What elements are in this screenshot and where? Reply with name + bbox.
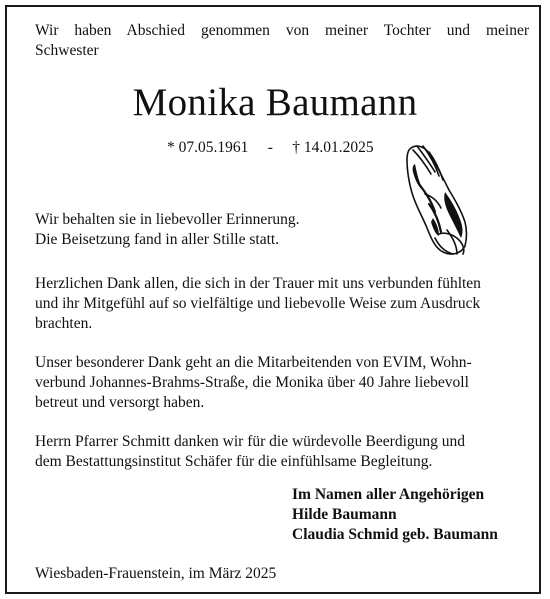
pastor-thanks-paragraph — [35, 432, 520, 472]
paragraph-line: Wir behalten sie in liebevoller Erinnerung. — [35, 211, 300, 228]
remembrance-paragraph — [35, 210, 520, 250]
special-thanks-paragraph — [35, 353, 520, 413]
paragraph-line: dem Bestattungsinstitut Schäfer für die einfühlsame Begleitung. — [35, 453, 433, 470]
birth-date: * 07.05.1961 — [167, 139, 249, 156]
place-and-date: Wiesbaden-Frauenstein, im März 2025 — [35, 565, 277, 582]
intro-line: Wir haben Abschied genommen von meiner Tochter und meiner — [35, 22, 529, 39]
life-dates — [167, 138, 374, 158]
paragraph-line: Die Beisetzung fand in aller Stille statt. — [35, 231, 280, 248]
paragraph-line: Herrn Pfarrer Schmitt danken wir für die würdevolle Beerdigung und — [35, 433, 465, 450]
intro-line: Schwester — [35, 42, 99, 59]
notice-frame — [5, 5, 541, 594]
signoff-line: Claudia Schmid geb. Baumann — [292, 526, 498, 543]
paragraph-line: und ihr Mitgefühl auf so vielfältige und liebevolle Weise zum Ausdruck — [35, 295, 481, 312]
signoff-line: Im Namen aller Angehörigen — [292, 486, 485, 503]
deceased-name: Monika Baumann — [132, 81, 418, 124]
date-separator: - — [267, 139, 273, 156]
thanks-paragraph — [35, 274, 520, 334]
paragraph-line: verbund Johannes-Brahms-Straße, die Monika über 40 Jahre liebevoll — [35, 374, 469, 391]
death-date: † 14.01.2025 — [292, 139, 374, 156]
paragraph-line: brachten. — [35, 315, 93, 332]
paragraph-line: Herzlichen Dank allen, die sich in der Trauer mit uns verbunden fühlten — [35, 275, 481, 292]
paragraph-line: Unser besonderer Dank geht an die Mitarbeitenden von EVIM, Wohn- — [35, 354, 472, 371]
signoff-block — [292, 485, 498, 545]
signoff-line: Hilde Baumann — [292, 506, 397, 523]
paragraph-line: betreut und versorgt haben. — [35, 394, 205, 411]
intro-text — [35, 21, 529, 61]
